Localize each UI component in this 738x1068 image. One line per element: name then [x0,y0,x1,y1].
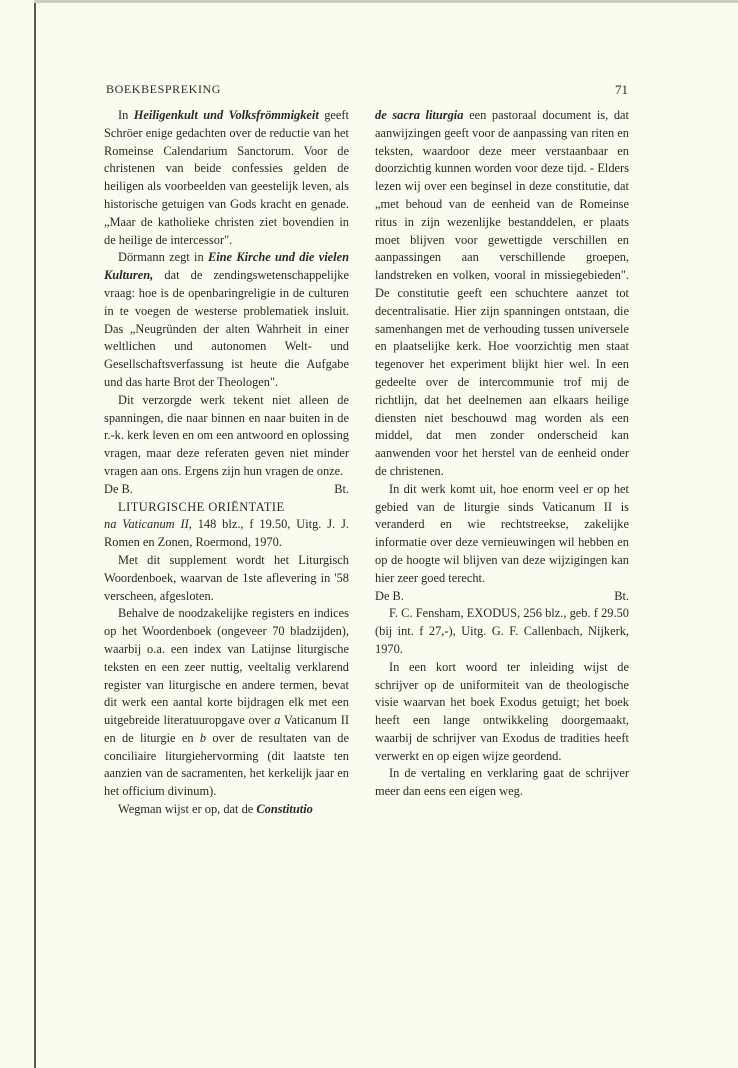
paragraph: In Heiligenkult und Volksfrömmigkeit geeft Schröer enige gedachten over de reductie van het Romeinse Calendarium Sanctorum. Voor de christenen van beide confessies gelden de heiligen als voorbeelden van geestelijk leven, als historische getuigen van Gods kracht en genade. „Maar de katholieke christen ziet bovendien in de heilige de intercessor". [104,108,349,247]
book-entry: F. C. Fensham, EXODUS, 256 blz., geb. f 29.50 (bij int. f 27,-), Uitg. G. F. Callenbach, Nijkerk, 1970. [375,606,629,656]
paragraph: In een kort woord ter inleiding wijst de schrijver op de uniformiteit van de theologische visie waarvan het boek Exodus getuigt; het boek heeft een lange ontwikkeling doorgemaakt, waarbij de schrijver van Exodus de tradities heeft verwerkt en op eigen wijze geordend. [375,659,629,763]
document-title: de sacra liturgia [375,108,464,122]
entry-subtitle: na Vaticanum II, [104,517,192,532]
book-title: Eine Kirche und die vielen Kulturen, [104,250,349,283]
scan-edge-left [34,0,36,1068]
paragraph: In de vertaling en verklaring gaat de schrijver meer dan eens een eigen weg. [375,766,629,799]
signature [104,481,349,499]
book-title: Heiligenkult und Volksfrömmigkeit [133,108,319,122]
signature-initials: Bt. [614,588,629,603]
signature-author: De B. [104,481,133,496]
page-header [106,82,628,102]
document-title: Constitutio [256,802,313,817]
signature [375,588,629,606]
paragraph: Dörmann zegt in Eine Kirche und die vielen Kulturen, dat de zendingswetenschappelijke vraag: hoe is de openbaringreligie in de culturen in te voegen de westerse problematiek insluit. Das „Neugründen der alten Wahrheit in einer weltlichen und autonomen Welt- und Gesellschaftsverfassung ist heute die Aufgabe und das harte Brot der Theologen". [104,250,349,389]
book-entry [104,499,349,552]
entry-title: LITURGISCHE ORIËNTATIE [118,499,285,514]
signature-author: De B. [375,588,404,603]
right-column [375,107,629,801]
paragraph: Behalve de noodzakelijke registers en indices op het Woordenboek (ongeveer 70 bladzijden), waarbij o.a. een index van Latijnse liturgische teksten en een zeer nuttig, veeltalig verklarend register van liturgische en andere termen, bevat dit werk een aantal korte bijdragen elk met een uitgebreide literatuuropgave over a Vaticanum II en de liturgie en b over de resultaten van de conciliaire liturgiehervorming (dit laatste ten aanzien van de sacramenten, het kerkelijk jaar en het officium divinum). [104,606,349,799]
paragraph: Met dit supplement wordt het Liturgisch Woordenboek, waarvan de 1ste aflevering in '58 verscheen, afgesloten. [104,552,349,603]
entry-details: 148 blz., f 19.50, Uitg. J. J. Romen en Zonen, Roermond, 1970. [104,517,350,550]
running-head: BOEKBESPREKING [106,82,222,96]
signature-initials: Bt. [334,481,349,496]
scan-edge-top [34,0,738,3]
page-number: 71 [615,82,628,97]
paragraph: Wegman wijst er op, dat de Constitutio [118,802,313,817]
paragraph: de sacra liturgia een pastoraal document is, dat aanwijzingen geeft voor de aanpassing van riten en teksten, waardoor deze meer verstaanbaar en doorzichtig kunnen worden voor deze tijd. - Elders lezen wij over een beginsel in deze constitutie, dat „met behoud van de eenheid van de Romeinse ritus in zijn wezenlijke bestanddelen, er plaats moet blijven voor gewettigde verschillen en aanpassingen aan verschillende groepen, landstreken en volken, vooral in missiegebieden". De constitutie geeft een schuchtere aanzet tot decentralisatie. Hier zijn spanningen ontstaan, die samenhangen met de verhouding tussen universele en plaatselijke kerk. Hoe voorzichtig men staat tegenover het experiment blijkt hier wel. In een gedeelte over de intercommunie trof mij de richtlijn, dat het deelnemen aan elkaars heilige diensten niet beschouwd mag worden als een middel, dat men zonder onderscheid kan aanwenden voor het herstel van de eenheid onder de christenen. [375,108,629,478]
paragraph: Dit verzorgde werk tekent niet alleen de spanningen, die naar binnen en naar buiten in de r.-k. kerk leven en om een antwoord en oplossing vragen, maar deze referaten geven niet minder vragen aan ons. Ergens zijn hun vragen de onze. [104,392,349,478]
left-column [104,107,349,819]
paragraph: In dit werk komt uit, hoe enorm veel er op het gebied van de liturgie sinds Vaticanum II is veranderd en wie rechtstreekse, zakelijke informatie over deze vernieuwingen wil hebben en op de hoogte wil blijven van deze wijzigingen kan hier zeer goed terecht. [375,481,629,585]
